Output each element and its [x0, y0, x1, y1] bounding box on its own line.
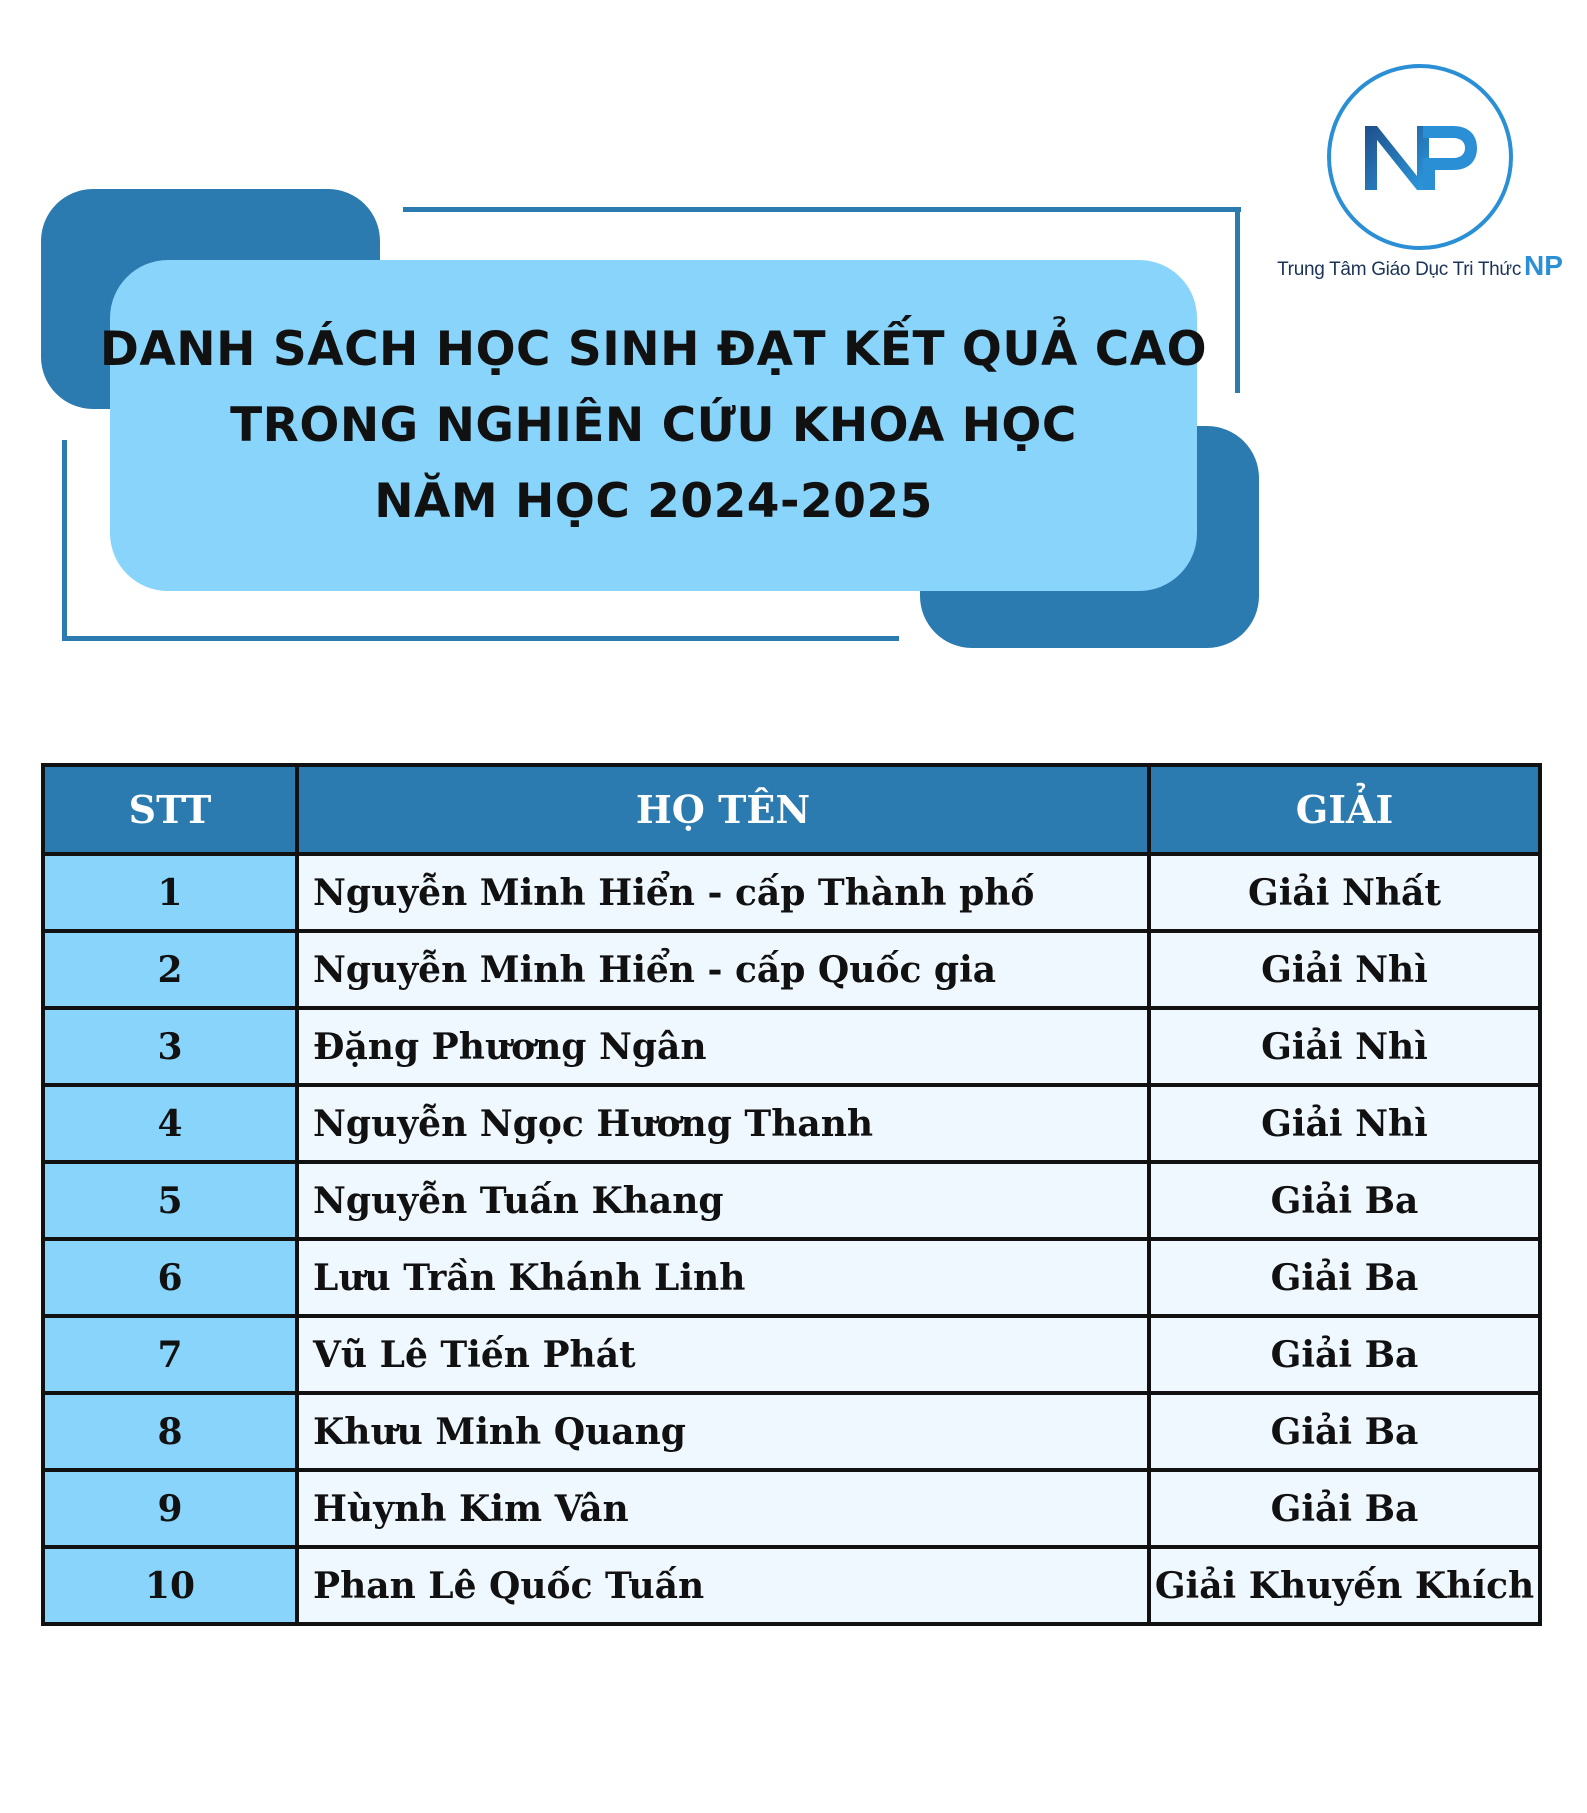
cell-name: Khưu Minh Quang — [297, 1393, 1149, 1470]
table-row — [43, 1008, 1540, 1085]
cell-name: Đặng Phương Ngân — [297, 1008, 1149, 1085]
cell-prize: Giải Nhì — [1149, 1085, 1540, 1162]
results-table-container — [41, 763, 1538, 1626]
np-logo-icon — [1331, 68, 1509, 246]
cell-prize: Giải Nhì — [1149, 1008, 1540, 1085]
table-row — [43, 1239, 1540, 1316]
cell-name: Phan Lê Quốc Tuấn — [297, 1547, 1149, 1624]
cell-stt: 5 — [43, 1162, 297, 1239]
table-row — [43, 1547, 1540, 1624]
cell-stt: 4 — [43, 1085, 297, 1162]
cell-name: Lưu Trần Khánh Linh — [297, 1239, 1149, 1316]
title-banner — [99, 260, 1208, 591]
cell-stt: 6 — [43, 1239, 297, 1316]
table-row — [43, 1393, 1540, 1470]
cell-prize: Giải Ba — [1149, 1162, 1540, 1239]
table-row — [43, 931, 1540, 1008]
logo-caption-text: Trung Tâm Giáo Dục Tri Thức — [1277, 259, 1522, 280]
table-row — [43, 1085, 1540, 1162]
table-row — [43, 1470, 1540, 1547]
title-line-3: NĂM HỌC 2024-2025 — [374, 473, 933, 529]
cell-stt: 2 — [43, 931, 297, 1008]
cell-stt: 10 — [43, 1547, 297, 1624]
cell-stt: 1 — [43, 854, 297, 931]
banner-frame-line-right — [1235, 207, 1240, 393]
table-row — [43, 854, 1540, 931]
np-logo — [1327, 64, 1513, 250]
banner-frame-line-top — [403, 207, 1241, 212]
table-row — [43, 1316, 1540, 1393]
column-header-name: HỌ TÊN — [297, 765, 1149, 854]
banner-frame-line-left — [62, 440, 67, 641]
logo-caption — [1270, 250, 1570, 284]
cell-name: Nguyễn Minh Hiển - cấp Quốc gia — [297, 931, 1149, 1008]
cell-prize: Giải Ba — [1149, 1239, 1540, 1316]
column-header-stt: STT — [43, 765, 297, 854]
cell-prize: Giải Nhì — [1149, 931, 1540, 1008]
cell-stt: 8 — [43, 1393, 297, 1470]
cell-name: Nguyễn Ngọc Hương Thanh — [297, 1085, 1149, 1162]
cell-prize: Giải Nhất — [1149, 854, 1540, 931]
cell-prize: Giải Ba — [1149, 1393, 1540, 1470]
cell-name: Hùynh Kim Vân — [297, 1470, 1149, 1547]
cell-name: Vũ Lê Tiến Phát — [297, 1316, 1149, 1393]
results-table — [41, 763, 1542, 1626]
cell-name: Nguyễn Minh Hiển - cấp Thành phố — [297, 854, 1149, 931]
table-row — [43, 1162, 1540, 1239]
cell-stt: 3 — [43, 1008, 297, 1085]
cell-stt: 9 — [43, 1470, 297, 1547]
title-line-1: DANH SÁCH HỌC SINH ĐẠT KẾT QUẢ CAO — [99, 321, 1208, 377]
logo-caption-mark: NP — [1524, 250, 1563, 281]
table-header-row — [43, 765, 1540, 854]
cell-prize: Giải Ba — [1149, 1470, 1540, 1547]
cell-prize: Giải Ba — [1149, 1316, 1540, 1393]
cell-stt: 7 — [43, 1316, 297, 1393]
cell-name: Nguyễn Tuấn Khang — [297, 1162, 1149, 1239]
column-header-prize: GIẢI — [1149, 765, 1540, 854]
banner-frame-line-bottom — [62, 636, 899, 641]
cell-prize: Giải Khuyến Khích — [1149, 1547, 1540, 1624]
title-line-2: TRONG NGHIÊN CỨU KHOA HỌC — [230, 397, 1077, 453]
